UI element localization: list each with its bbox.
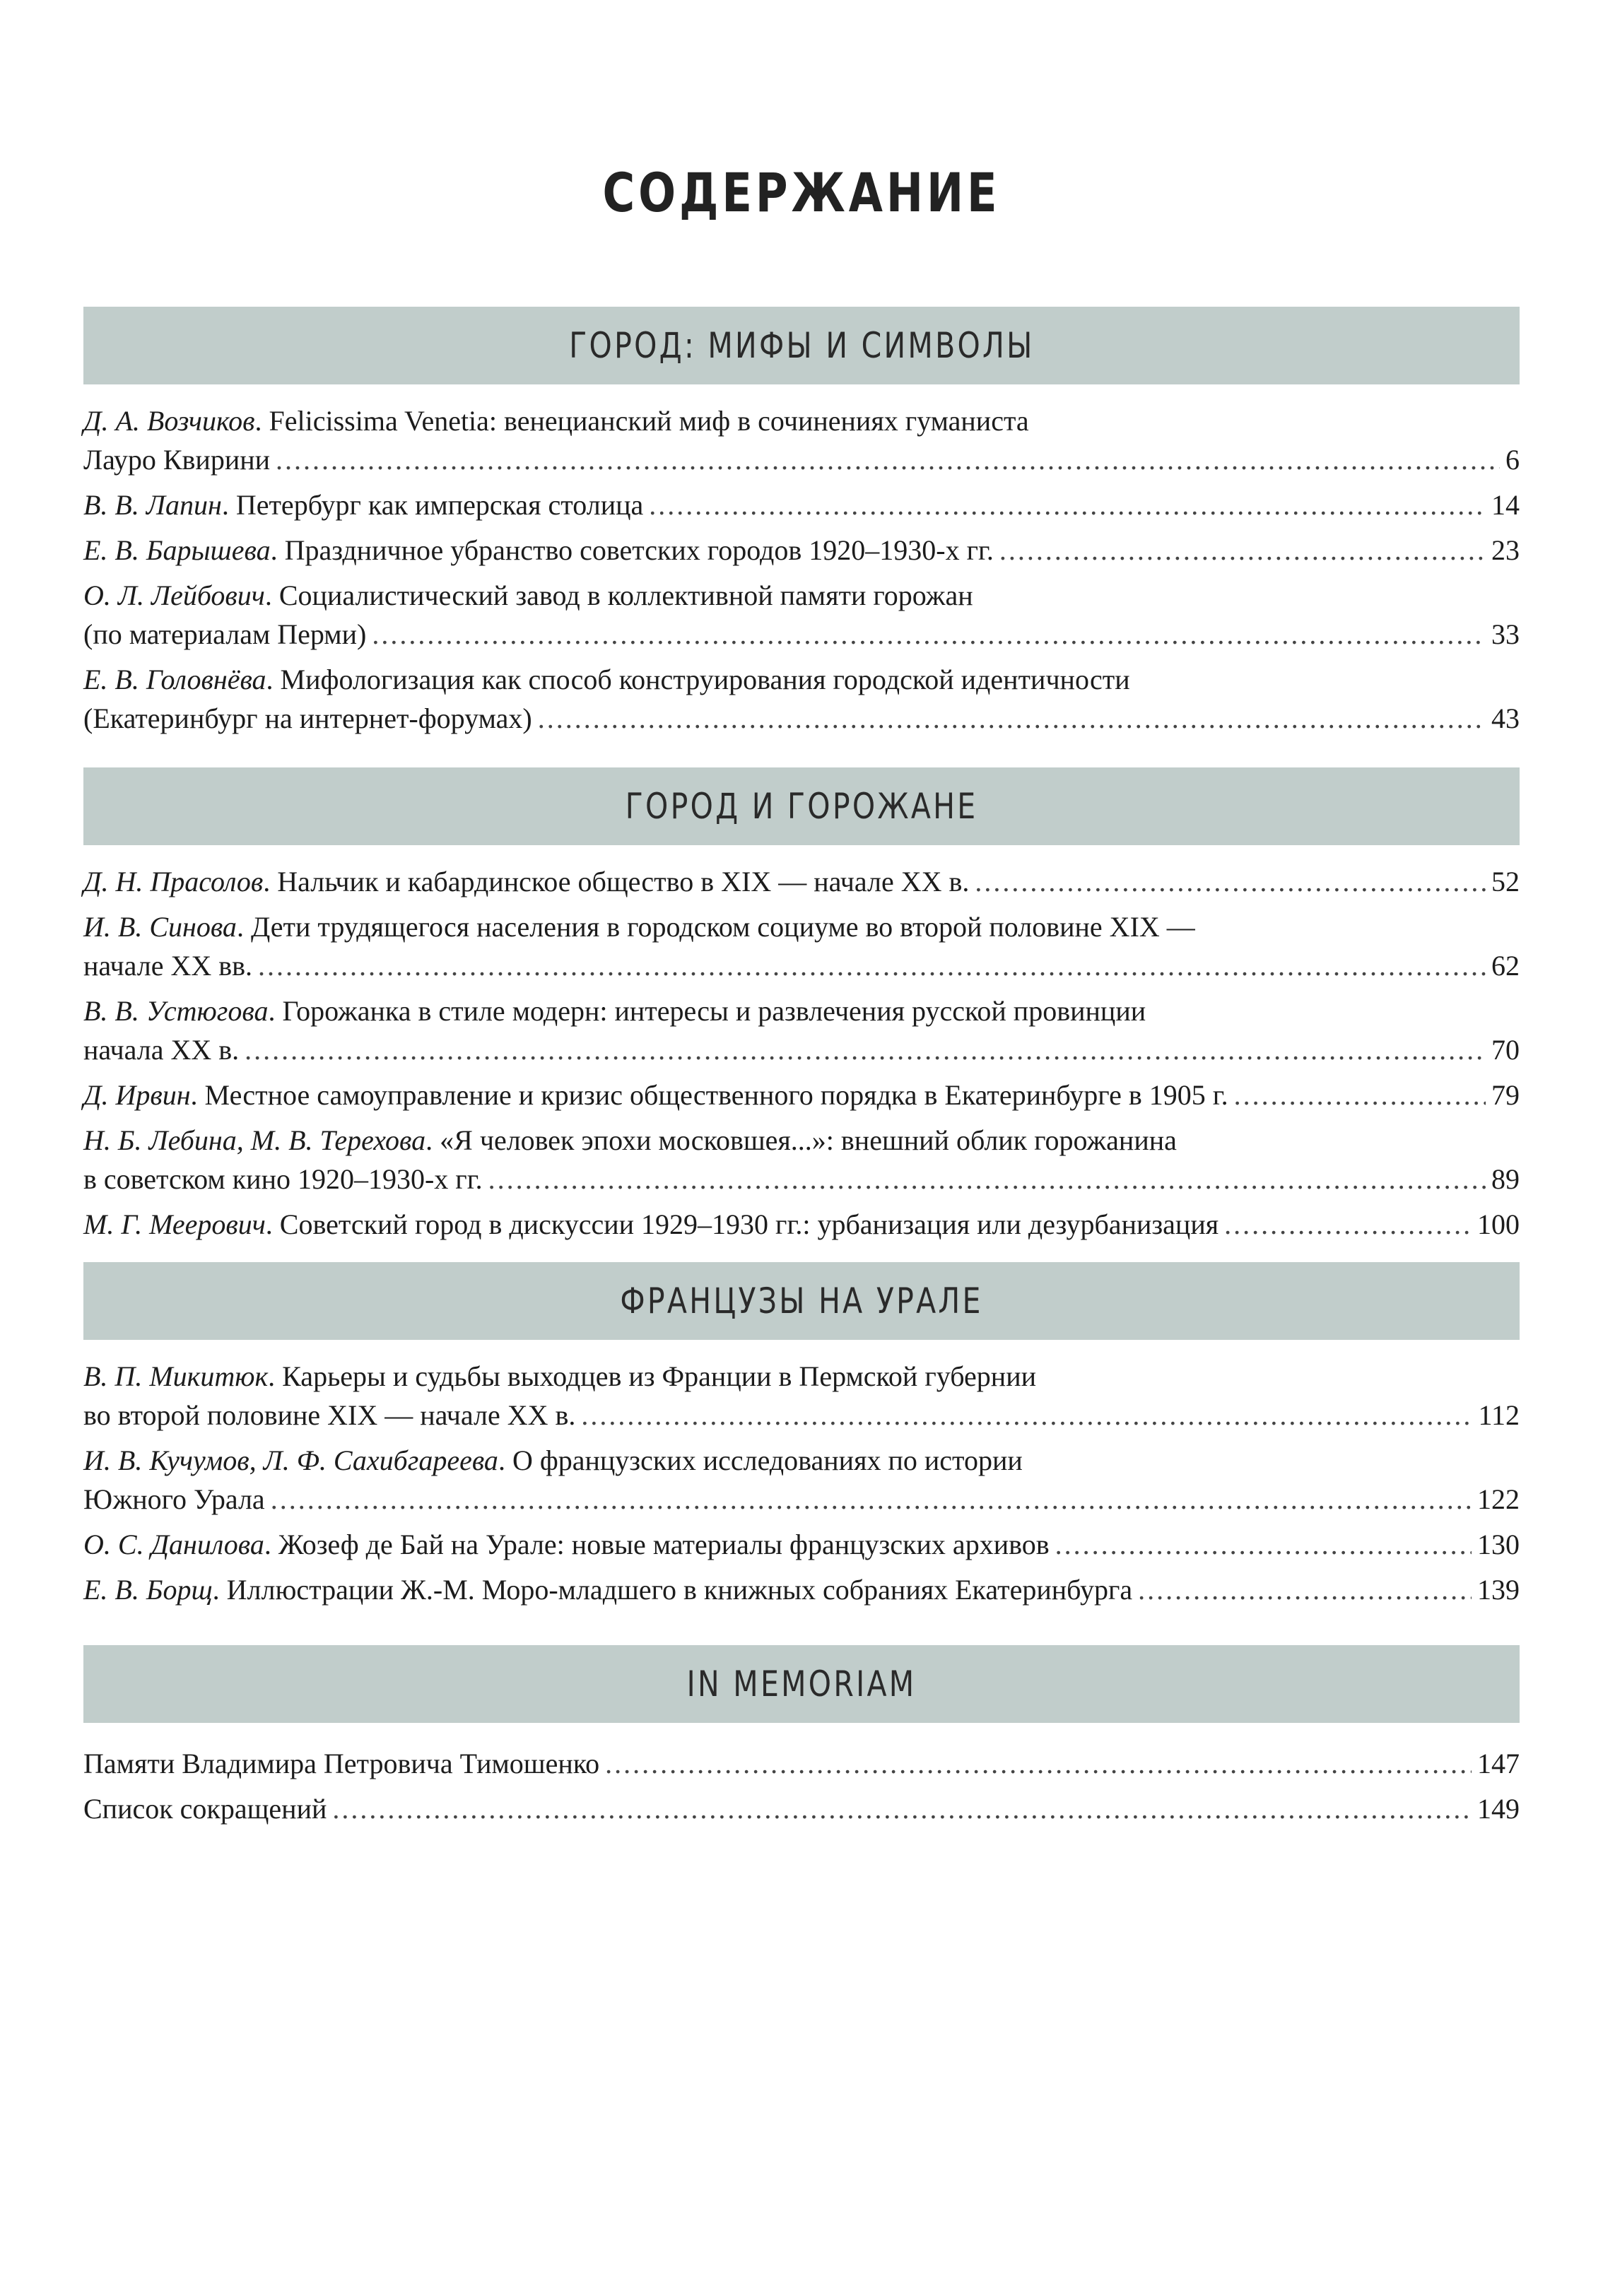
entry-author: Е. В. Борщ <box>83 1574 213 1606</box>
entry-title: . Местное самоуправление и кризис общественного порядка в Екатеринбурге в 1905 г. <box>190 1079 1228 1111</box>
entry-page: 139 <box>1477 1574 1520 1606</box>
section-heading: ФРАНЦУЗЫ НА УРАЛЕ <box>620 1281 983 1321</box>
entry-title-cont: Южного Урала <box>83 1483 265 1515</box>
toc-entry[interactable] <box>83 1121 1520 1199</box>
entry-page: 100 <box>1477 1208 1520 1240</box>
entry-page: 112 <box>1478 1399 1520 1431</box>
section-in-memoriam <box>83 1645 1520 1835</box>
toc-entry[interactable] <box>83 991 1520 1069</box>
toc-entry[interactable] <box>83 1789 1520 1828</box>
leader-dots <box>245 1030 1486 1069</box>
entry-author: И. В. Синова <box>83 911 237 943</box>
leader-dots <box>581 1396 1472 1435</box>
entry-title-cont: в советском кино 1920–1930-х гг. <box>83 1163 483 1195</box>
entry-title: Памяти Владимира Петровича Тимошенко <box>83 1748 600 1779</box>
entry-author: Д. Н. Прасолов <box>83 866 264 897</box>
entry-page: 33 <box>1491 618 1520 650</box>
entry-author: В. В. Лапин <box>83 489 222 521</box>
section-heading-band <box>83 307 1520 384</box>
toc-entry[interactable] <box>83 401 1520 479</box>
entry-title-cont: (по материалам Перми) <box>83 618 367 650</box>
toc-entry[interactable] <box>83 1441 1520 1519</box>
leader-dots <box>1138 1570 1472 1609</box>
entry-title: . Карьеры и судьбы выходцев из Франции в Пермской губернии <box>268 1360 1037 1392</box>
section-heading-band <box>83 1262 1520 1340</box>
entry-title-cont: Лауро Квирини <box>83 444 271 476</box>
entry-author: В. П. Микитюк <box>83 1360 269 1392</box>
toc-entry[interactable] <box>83 1525 1520 1564</box>
entry-author: Д. А. Возчиков <box>83 405 255 437</box>
toc-entry[interactable] <box>83 1205 1520 1244</box>
leader-dots <box>488 1160 1486 1199</box>
leader-dots <box>276 440 1500 479</box>
entry-title: . О французских исследованиях по истории <box>498 1444 1023 1476</box>
entry-author: О. Л. Лейбович <box>83 579 265 611</box>
entry-title: . Нальчик и кабардинское общество в XIX — начале XX в. <box>263 866 970 897</box>
entry-page: 147 <box>1477 1748 1520 1779</box>
entry-page: 14 <box>1491 489 1520 521</box>
entry-title: . Felicissima Venetia: венецианский миф в сочинениях гуманиста <box>254 405 1029 437</box>
leader-dots <box>332 1789 1472 1828</box>
entry-title: . Праздничное убранство советских городов 1920–1930-х гг. <box>270 534 994 566</box>
leader-dots <box>271 1480 1472 1519</box>
entry-title: . Советский город в дискуссии 1929–1930 гг.: урбанизация или дезурбанизация <box>265 1208 1219 1240</box>
leader-dots <box>1055 1525 1472 1564</box>
entry-title-cont: во второй половине XIX — начале XX в. <box>83 1399 576 1431</box>
leader-dots <box>999 531 1486 570</box>
entry-author: Е. В. Головнёва <box>83 664 266 695</box>
entry-page: 89 <box>1491 1163 1520 1195</box>
entry-author: Д. Ирвин <box>83 1079 191 1111</box>
toc-entry[interactable] <box>83 1570 1520 1609</box>
toc-entry[interactable] <box>83 1076 1520 1114</box>
entry-author: О. С. Данилова <box>83 1529 264 1560</box>
entry-page: 130 <box>1477 1529 1520 1560</box>
entry-page: 43 <box>1491 702 1520 734</box>
entry-title: . Петербург как имперская столица <box>221 489 644 521</box>
toc-entry[interactable] <box>83 576 1520 654</box>
section-heading: IN MEMORIAM <box>686 1664 917 1705</box>
toc-entry[interactable] <box>83 660 1520 738</box>
entry-page: 122 <box>1477 1483 1520 1515</box>
entry-title: . Мифологизация как способ конструирования городской идентичности <box>266 664 1130 695</box>
entry-title: Список сокращений <box>83 1793 327 1825</box>
toc-entry[interactable] <box>83 1744 1520 1783</box>
toc-entry[interactable] <box>83 485 1520 524</box>
entry-title: . Жозеф де Бай на Урале: новые материалы французских архивов <box>264 1529 1050 1560</box>
toc-entry[interactable] <box>83 531 1520 570</box>
toc-entry[interactable] <box>83 1357 1520 1435</box>
entry-page: 149 <box>1477 1793 1520 1825</box>
entry-title-cont: начала XX в. <box>83 1034 240 1066</box>
section-city-myths <box>83 307 1520 744</box>
leader-dots <box>605 1744 1472 1783</box>
entry-title: . Горожанка в стиле модерн: интересы и развлечения русской провинции <box>268 995 1146 1027</box>
entry-page: 52 <box>1491 866 1520 897</box>
leader-dots <box>258 946 1486 985</box>
entry-page: 23 <box>1491 534 1520 566</box>
leader-dots <box>1234 1076 1486 1114</box>
entry-author: И. В. Кучумов, Л. Ф. Сахибгареева <box>83 1444 498 1476</box>
toc-entry[interactable] <box>83 862 1520 901</box>
entry-author: В. В. Устюгова <box>83 995 269 1027</box>
entry-title: . Дети трудящегося населения в городском социуме во второй половине XIX — <box>236 911 1195 943</box>
entry-page: 79 <box>1491 1079 1520 1111</box>
toc-entry[interactable] <box>83 907 1520 985</box>
section-french-urals <box>83 1262 1520 1615</box>
section-heading: ГОРОД И ГОРОЖАНЕ <box>625 786 978 827</box>
page-title: СОДЕРЖАНИЕ <box>602 161 1001 224</box>
entry-author: М. Г. Меерович <box>83 1208 266 1240</box>
entry-page: 6 <box>1505 444 1520 476</box>
leader-dots <box>538 699 1486 738</box>
leader-dots <box>1224 1205 1472 1244</box>
entry-title: . Иллюстрации Ж.-М. Моро-младшего в книжных собраниях Екатеринбурга <box>212 1574 1133 1606</box>
section-heading-band <box>83 767 1520 845</box>
section-city-citizens <box>83 767 1520 1250</box>
leader-dots <box>975 862 1486 901</box>
section-heading: ГОРОД: МИФЫ И СИМВОЛЫ <box>568 325 1035 366</box>
entry-author: Н. Б. Лебина, М. В. Терехова <box>83 1124 426 1156</box>
entry-title: . «Я человек эпохи московшея...»: внешний облик горожанина <box>425 1124 1177 1156</box>
leader-dots <box>372 615 1486 654</box>
entry-title: . Социалистический завод в коллективной памяти горожан <box>264 579 973 611</box>
leader-dots <box>649 485 1486 524</box>
entry-author: Е. В. Барышева <box>83 534 271 566</box>
entry-title-cont: (Екатеринбург на интернет-форумах) <box>83 702 532 734</box>
section-heading-band <box>83 1645 1520 1723</box>
entry-title-cont: начале XX вв. <box>83 950 253 982</box>
entry-page: 70 <box>1491 1034 1520 1066</box>
entry-page: 62 <box>1491 950 1520 982</box>
